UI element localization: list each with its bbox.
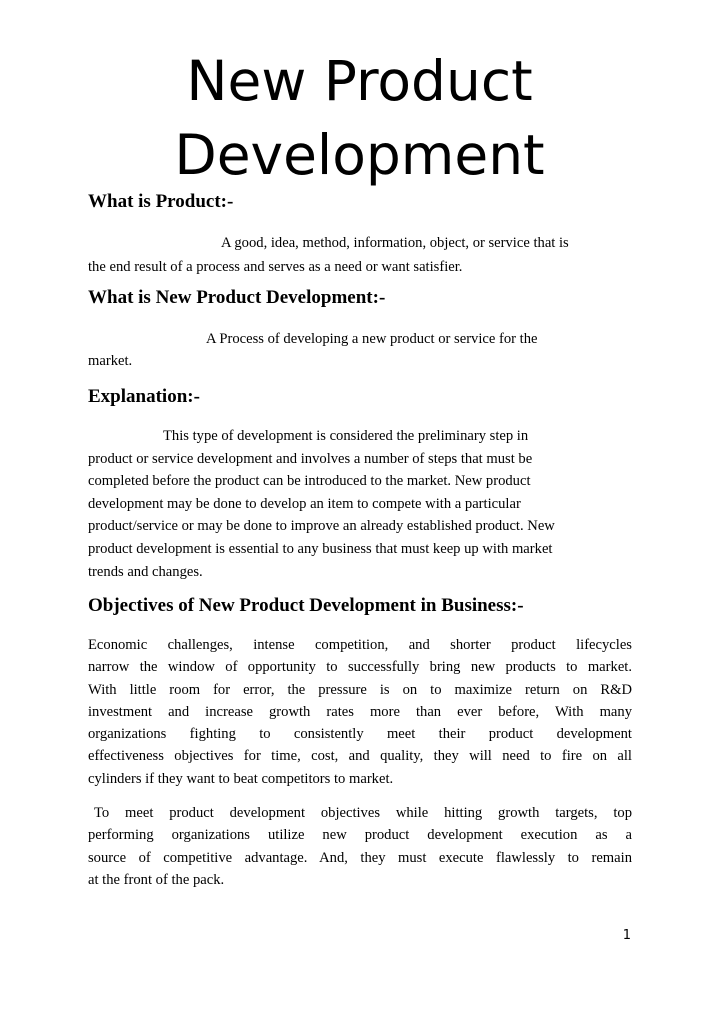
text-line: trends and changes.: [88, 563, 203, 580]
text-line: product development is essential to any business that must keep up with market: [88, 540, 553, 557]
text-line: A good, idea, method, information, object, or service that is: [221, 235, 569, 251]
text-line: at the front of the pack.: [88, 871, 225, 888]
heading-what-is-product: What is Product:-: [88, 191, 234, 212]
heading-objectives: Objectives of New Product Development in Business:-: [88, 595, 524, 616]
paragraph-objectives-2: [88, 802, 632, 891]
text-line: product or service development and involves a number of steps that must be: [88, 450, 533, 467]
text-line: organizations fighting to consistently meet their product development: [88, 726, 632, 743]
text-line: development may be done to develop an item to compete with a particular: [88, 495, 521, 512]
text-line: Economic challenges, intense competition, and shorter product lifecycles: [88, 637, 632, 653]
heading-explanation: Explanation:-: [88, 386, 200, 407]
document-title: [0, 44, 719, 192]
heading-what-is-npd: What is New Product Development:-: [88, 287, 386, 308]
text-line: product/service or may be done to improve an already established product. New: [88, 518, 555, 535]
text-line: A Process of developing a new product or service for the: [206, 331, 538, 347]
text-line: completed before the product can be introduced to the market. New product: [88, 473, 531, 490]
text-line: effectiveness objectives for time, cost, and quality, they will need to fire on all: [88, 748, 632, 765]
text-line: With little room for error, the pressure is on to maximize return on R&D: [88, 681, 632, 698]
text-line: the end result of a process and serves as a need or want satisfier.: [88, 259, 463, 275]
text-line: narrow the window of opportunity to successfully bring new products to market.: [88, 659, 632, 676]
paragraph-explanation: [88, 425, 632, 583]
title-line-1: New Product: [186, 49, 533, 113]
text-line: This type of development is considered the preliminary step in: [163, 428, 529, 444]
text-line: To meet product development objectives while hitting growth targets, top: [94, 805, 632, 821]
paragraph-objectives-1: [88, 634, 632, 790]
text-line: cylinders if they want to beat competitors to market.: [88, 770, 394, 787]
page-number: 1: [622, 928, 631, 943]
paragraph-what-is-product: [88, 231, 632, 279]
text-line: performing organizations utilize new product development execution as a: [88, 827, 632, 844]
title-line-2: Development: [174, 123, 545, 187]
text-line: investment and increase growth rates more than ever before, With many: [88, 703, 632, 720]
paragraph-what-is-npd: [88, 328, 632, 372]
text-line: market.: [88, 353, 133, 369]
text-line: source of competitive advantage. And, they must execute flawlessly to remain: [88, 849, 632, 866]
